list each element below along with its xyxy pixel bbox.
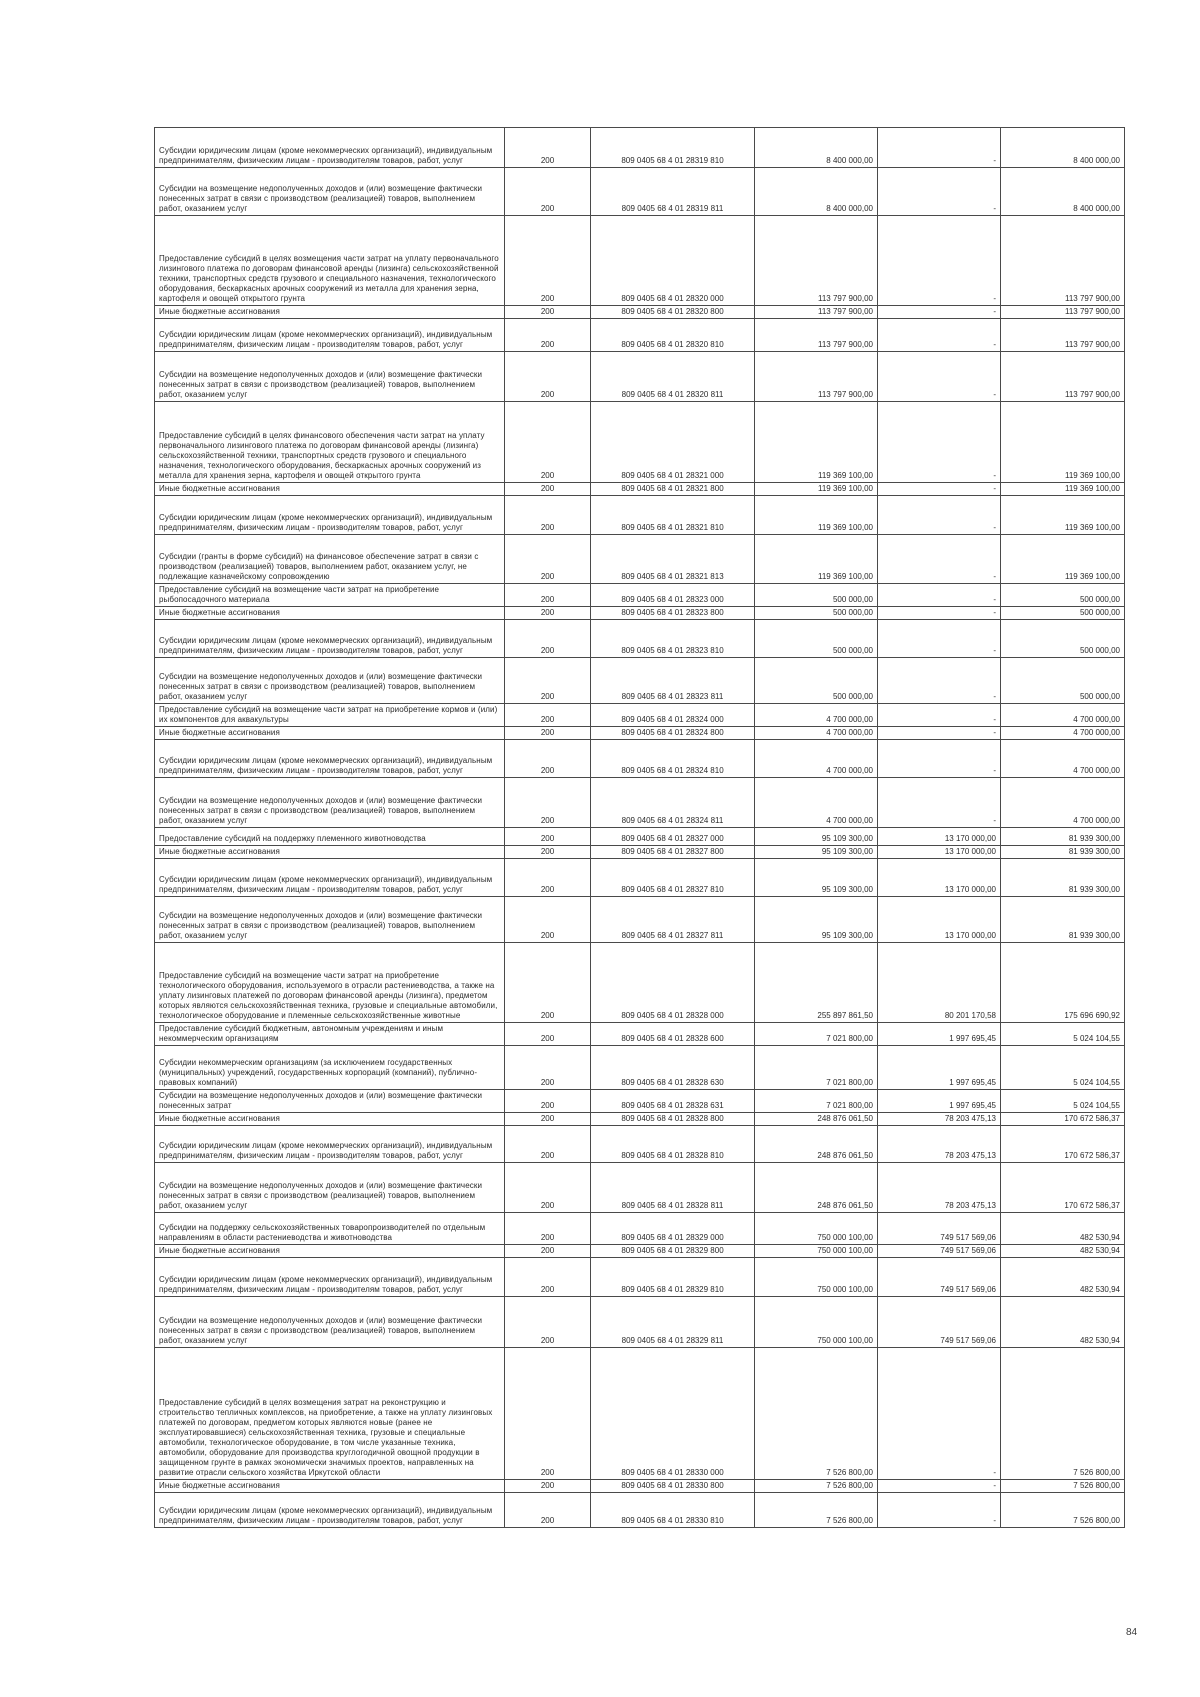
table-body: [155, 128, 1125, 1528]
table-row: [155, 496, 1125, 535]
budget-classification-code-cell: 809 0405 68 4 01 28327 800: [591, 846, 755, 859]
indicator-name-cell: Субсидии юридическим лицам (кроме некоммерческих организаций), индивидуальным предпринимателям, физическим лицам - производителям товаров, работ, услуг: [155, 1126, 505, 1163]
table-row: [155, 1245, 1125, 1258]
unexecuted-amount-cell: 119 369 100,00: [1001, 402, 1125, 483]
approved-amount-cell: 119 369 100,00: [755, 483, 878, 496]
unexecuted-amount-cell: 113 797 900,00: [1001, 352, 1125, 402]
line-code-cell: 200: [505, 859, 591, 897]
executed-amount-cell: 13 170 000,00: [878, 897, 1001, 943]
executed-amount-cell: 749 517 569,06: [878, 1297, 1001, 1348]
line-code-cell: 200: [505, 352, 591, 402]
budget-classification-code-cell: 809 0405 68 4 01 28321 800: [591, 483, 755, 496]
table-row: [155, 1258, 1125, 1297]
indicator-name-cell: Предоставление субсидий бюджетным, автономным учреждениям и иным некоммерческим организациям: [155, 1023, 505, 1046]
line-code-cell: 200: [505, 1046, 591, 1090]
indicator-name-cell: Субсидии на возмещение недополученных доходов и (или) возмещение фактически понесенных затрат в связи с производством (реализацией) товаров, выполнением работ, оказанием услуг: [155, 168, 505, 216]
unexecuted-amount-cell: 113 797 900,00: [1001, 306, 1125, 319]
budget-classification-code-cell: 809 0405 68 4 01 28329 800: [591, 1245, 755, 1258]
table-row: [155, 1126, 1125, 1163]
indicator-name-cell: Предоставление субсидий на поддержку племенного животноводства: [155, 828, 505, 846]
approved-amount-cell: 255 897 861,50: [755, 943, 878, 1023]
approved-amount-cell: 95 109 300,00: [755, 846, 878, 859]
unexecuted-amount-cell: 81 939 300,00: [1001, 859, 1125, 897]
line-code-cell: 200: [505, 1163, 591, 1213]
executed-amount-cell: -: [878, 306, 1001, 319]
line-code-cell: 200: [505, 306, 591, 319]
approved-amount-cell: 95 109 300,00: [755, 897, 878, 943]
budget-classification-code-cell: 809 0405 68 4 01 28321 000: [591, 402, 755, 483]
executed-amount-cell: 13 170 000,00: [878, 828, 1001, 846]
table-row: [155, 1493, 1125, 1528]
executed-amount-cell: -: [878, 535, 1001, 584]
unexecuted-amount-cell: 482 530,94: [1001, 1245, 1125, 1258]
indicator-name-cell: Предоставление субсидий на возмещение части затрат на приобретение рыбопосадочного материала: [155, 584, 505, 607]
approved-amount-cell: 500 000,00: [755, 620, 878, 658]
unexecuted-amount-cell: 482 530,94: [1001, 1213, 1125, 1245]
unexecuted-amount-cell: 170 672 586,37: [1001, 1163, 1125, 1213]
indicator-name-cell: Субсидии на возмещение недополученных доходов и (или) возмещение фактически понесенных затрат в связи с производством (реализацией) товаров, выполнением работ, оказанием услуг: [155, 1163, 505, 1213]
budget-classification-code-cell: 809 0405 68 4 01 28324 811: [591, 778, 755, 828]
line-code-cell: 200: [505, 778, 591, 828]
budget-classification-code-cell: 809 0405 68 4 01 28329 000: [591, 1213, 755, 1245]
indicator-name-cell: Субсидии на возмещение недополученных доходов и (или) возмещение фактически понесенных затрат в связи с производством (реализацией) товаров, выполнением работ, оказанием услуг: [155, 352, 505, 402]
unexecuted-amount-cell: 482 530,94: [1001, 1297, 1125, 1348]
unexecuted-amount-cell: 7 526 800,00: [1001, 1480, 1125, 1493]
line-code-cell: 200: [505, 128, 591, 168]
unexecuted-amount-cell: 500 000,00: [1001, 620, 1125, 658]
budget-classification-code-cell: 809 0405 68 4 01 28329 810: [591, 1258, 755, 1297]
line-code-cell: 200: [505, 1113, 591, 1126]
approved-amount-cell: 248 876 061,50: [755, 1163, 878, 1213]
line-code-cell: 200: [505, 727, 591, 740]
line-code-cell: 200: [505, 846, 591, 859]
unexecuted-amount-cell: 7 526 800,00: [1001, 1493, 1125, 1528]
table-row: [155, 897, 1125, 943]
budget-classification-code-cell: 809 0405 68 4 01 28327 000: [591, 828, 755, 846]
approved-amount-cell: 248 876 061,50: [755, 1126, 878, 1163]
executed-amount-cell: -: [878, 1348, 1001, 1480]
budget-classification-code-cell: 809 0405 68 4 01 28328 631: [591, 1090, 755, 1113]
budget-classification-code-cell: 809 0405 68 4 01 28324 810: [591, 740, 755, 778]
executed-amount-cell: 13 170 000,00: [878, 859, 1001, 897]
approved-amount-cell: 500 000,00: [755, 658, 878, 704]
indicator-name-cell: Субсидии на возмещение недополученных доходов и (или) возмещение фактически понесенных затрат в связи с производством (реализацией) товаров, выполнением работ, оказанием услуг: [155, 897, 505, 943]
table-row: [155, 740, 1125, 778]
indicator-name-cell: Предоставление субсидий на возмещение части затрат на приобретение технологического оборудования, используемого в отрасли растениеводства, а также на уплату лизинговых платежей по договорам финансовой аренды (лизинга), предметом которых являются сельскохозяйственная техника, грузовые и специальные автомобили, технологическое оборудование и племенные сельскохозяйственные животные: [155, 943, 505, 1023]
table-row: [155, 216, 1125, 306]
line-code-cell: 200: [505, 535, 591, 584]
indicator-name-cell: Иные бюджетные ассигнования: [155, 846, 505, 859]
indicator-name-cell: Субсидии некоммерческим организациям (за исключением государственных (муниципальных) учреждений, государственных корпораций (компаний), публично-правовых компаний): [155, 1046, 505, 1090]
executed-amount-cell: 749 517 569,06: [878, 1258, 1001, 1297]
approved-amount-cell: 7 021 800,00: [755, 1090, 878, 1113]
approved-amount-cell: 95 109 300,00: [755, 859, 878, 897]
executed-amount-cell: -: [878, 496, 1001, 535]
unexecuted-amount-cell: 170 672 586,37: [1001, 1113, 1125, 1126]
unexecuted-amount-cell: 175 696 690,92: [1001, 943, 1125, 1023]
unexecuted-amount-cell: 7 526 800,00: [1001, 1348, 1125, 1480]
indicator-name-cell: Иные бюджетные ассигнования: [155, 1245, 505, 1258]
budget-classification-code-cell: 809 0405 68 4 01 28328 811: [591, 1163, 755, 1213]
line-code-cell: 200: [505, 1297, 591, 1348]
line-code-cell: 200: [505, 620, 591, 658]
table-row: [155, 658, 1125, 704]
approved-amount-cell: 8 400 000,00: [755, 168, 878, 216]
table-row: [155, 828, 1125, 846]
approved-amount-cell: 7 526 800,00: [755, 1493, 878, 1528]
indicator-name-cell: Иные бюджетные ассигнования: [155, 1113, 505, 1126]
budget-classification-code-cell: 809 0405 68 4 01 28324 000: [591, 704, 755, 727]
indicator-name-cell: Предоставление субсидий в целях возмещения части затрат на уплату первоначального лизингового платежа по договорам финансовой аренды (лизинга) сельскохозяйственной техники, транспортных средств грузового и специального назначения, технологического оборудования, бескаркасных арочных сооружений из металла для хранения зерна, картофеля и овощей открытого грунта: [155, 216, 505, 306]
unexecuted-amount-cell: 8 400 000,00: [1001, 128, 1125, 168]
approved-amount-cell: 500 000,00: [755, 607, 878, 620]
table-row: [155, 1090, 1125, 1113]
line-code-cell: 200: [505, 897, 591, 943]
unexecuted-amount-cell: 81 939 300,00: [1001, 897, 1125, 943]
executed-amount-cell: -: [878, 402, 1001, 483]
budget-classification-code-cell: 809 0405 68 4 01 28328 000: [591, 943, 755, 1023]
budget-classification-code-cell: 809 0405 68 4 01 28319 810: [591, 128, 755, 168]
approved-amount-cell: 95 109 300,00: [755, 828, 878, 846]
table-row: [155, 535, 1125, 584]
line-code-cell: 200: [505, 1245, 591, 1258]
line-code-cell: 200: [505, 943, 591, 1023]
indicator-name-cell: Предоставление субсидий в целях возмещения затрат на реконструкцию и строительство тепличных комплексов, на приобретение, а также на уплату лизинговых платежей по договорам, предметом которых являются новые (ранее не эксплуатировавшиеся) сельскохозяйственная техника, грузовые и специальные автомобили, технологическое оборудование, в том числе указанные техника, автомобили, оборудование для производства круглогодичной овощной продукции в защищенном грунте в рамках экономически значимых проектов, направленных на развитие отрасли сельского хозяйства Иркутской области: [155, 1348, 505, 1480]
table-row: [155, 168, 1125, 216]
unexecuted-amount-cell: 170 672 586,37: [1001, 1126, 1125, 1163]
line-code-cell: 200: [505, 483, 591, 496]
budget-classification-code-cell: 809 0405 68 4 01 28319 811: [591, 168, 755, 216]
table-row: [155, 1163, 1125, 1213]
approved-amount-cell: 119 369 100,00: [755, 402, 878, 483]
budget-classification-code-cell: 809 0405 68 4 01 28320 811: [591, 352, 755, 402]
indicator-name-cell: Субсидии юридическим лицам (кроме некоммерческих организаций), индивидуальным предпринимателям, физическим лицам - производителям товаров, работ, услуг: [155, 740, 505, 778]
table-row: [155, 846, 1125, 859]
approved-amount-cell: 750 000 100,00: [755, 1258, 878, 1297]
executed-amount-cell: -: [878, 128, 1001, 168]
approved-amount-cell: 119 369 100,00: [755, 535, 878, 584]
approved-amount-cell: 113 797 900,00: [755, 216, 878, 306]
budget-classification-code-cell: 809 0405 68 4 01 28321 813: [591, 535, 755, 584]
line-code-cell: 200: [505, 216, 591, 306]
line-code-cell: 200: [505, 704, 591, 727]
approved-amount-cell: 8 400 000,00: [755, 128, 878, 168]
table-row: [155, 352, 1125, 402]
executed-amount-cell: 80 201 170,58: [878, 943, 1001, 1023]
budget-classification-code-cell: 809 0405 68 4 01 28330 810: [591, 1493, 755, 1528]
approved-amount-cell: 500 000,00: [755, 584, 878, 607]
unexecuted-amount-cell: 119 369 100,00: [1001, 483, 1125, 496]
indicator-name-cell: Субсидии юридическим лицам (кроме некоммерческих организаций), индивидуальным предпринимателям, физическим лицам - производителям товаров, работ, услуг: [155, 319, 505, 352]
line-code-cell: 200: [505, 319, 591, 352]
executed-amount-cell: -: [878, 584, 1001, 607]
executed-amount-cell: -: [878, 1480, 1001, 1493]
executed-amount-cell: -: [878, 620, 1001, 658]
line-code-cell: 200: [505, 828, 591, 846]
line-code-cell: 200: [505, 1480, 591, 1493]
approved-amount-cell: 113 797 900,00: [755, 319, 878, 352]
unexecuted-amount-cell: 119 369 100,00: [1001, 535, 1125, 584]
line-code-cell: 200: [505, 496, 591, 535]
executed-amount-cell: -: [878, 727, 1001, 740]
indicator-name-cell: Субсидии на возмещение недополученных доходов и (или) возмещение фактически понесенных затрат: [155, 1090, 505, 1113]
indicator-name-cell: Субсидии (гранты в форме субсидий) на финансовое обеспечение затрат в связи с производством (реализацией) товаров, выполнением работ, оказанием услуг, не подлежащие казначейскому сопровождению: [155, 535, 505, 584]
approved-amount-cell: 7 021 800,00: [755, 1046, 878, 1090]
line-code-cell: 200: [505, 584, 591, 607]
budget-classification-code-cell: 809 0405 68 4 01 28328 810: [591, 1126, 755, 1163]
budget-classification-code-cell: 809 0405 68 4 01 28330 000: [591, 1348, 755, 1480]
table-row: [155, 1046, 1125, 1090]
approved-amount-cell: 750 000 100,00: [755, 1213, 878, 1245]
line-code-cell: 200: [505, 740, 591, 778]
executed-amount-cell: 749 517 569,06: [878, 1245, 1001, 1258]
table-row: [155, 778, 1125, 828]
line-code-cell: 200: [505, 168, 591, 216]
budget-classification-code-cell: 809 0405 68 4 01 28327 810: [591, 859, 755, 897]
table-row: [155, 1213, 1125, 1245]
indicator-name-cell: Предоставление субсидий в целях финансового обеспечения части затрат на уплату первоначального лизингового платежа по договорам финансовой аренды (лизинга) сельскохозяйственной техники, транспортных средств грузового и специального назначения, технологического оборудования, бескаркасных арочных сооружений из металла для хранения зерна, картофеля и овощей открытого грунта: [155, 402, 505, 483]
unexecuted-amount-cell: 5 024 104,55: [1001, 1023, 1125, 1046]
table-row: [155, 1113, 1125, 1126]
report-table-area: [154, 127, 1120, 1528]
unexecuted-amount-cell: 4 700 000,00: [1001, 778, 1125, 828]
table-row: [155, 607, 1125, 620]
line-code-cell: 200: [505, 1258, 591, 1297]
unexecuted-amount-cell: 4 700 000,00: [1001, 727, 1125, 740]
approved-amount-cell: 113 797 900,00: [755, 352, 878, 402]
indicator-name-cell: Субсидии юридическим лицам (кроме некоммерческих организаций), индивидуальным предпринимателям, физическим лицам - производителям товаров, работ, услуг: [155, 128, 505, 168]
indicator-name-cell: Иные бюджетные ассигнования: [155, 483, 505, 496]
budget-classification-code-cell: 809 0405 68 4 01 28328 800: [591, 1113, 755, 1126]
table-row: [155, 727, 1125, 740]
indicator-name-cell: Субсидии на возмещение недополученных доходов и (или) возмещение фактически понесенных затрат в связи с производством (реализацией) товаров, выполнением работ, оказанием услуг: [155, 1297, 505, 1348]
indicator-name-cell: Предоставление субсидий на возмещение части затрат на приобретение кормов и (или) их компонентов для аквакультуры: [155, 704, 505, 727]
executed-amount-cell: -: [878, 168, 1001, 216]
budget-classification-code-cell: 809 0405 68 4 01 28320 800: [591, 306, 755, 319]
indicator-name-cell: Субсидии юридическим лицам (кроме некоммерческих организаций), индивидуальным предпринимателям, физическим лицам - производителям товаров, работ, услуг: [155, 1493, 505, 1528]
executed-amount-cell: -: [878, 658, 1001, 704]
executed-amount-cell: 1 997 695,45: [878, 1046, 1001, 1090]
budget-classification-code-cell: 809 0405 68 4 01 28320 000: [591, 216, 755, 306]
executed-amount-cell: -: [878, 704, 1001, 727]
indicator-name-cell: Субсидии юридическим лицам (кроме некоммерческих организаций), индивидуальным предпринимателям, физическим лицам - производителям товаров, работ, услуг: [155, 1258, 505, 1297]
unexecuted-amount-cell: 113 797 900,00: [1001, 216, 1125, 306]
indicator-name-cell: Иные бюджетные ассигнования: [155, 1480, 505, 1493]
line-code-cell: 200: [505, 1090, 591, 1113]
budget-execution-table: [154, 127, 1125, 1528]
indicator-name-cell: Субсидии на возмещение недополученных доходов и (или) возмещение фактически понесенных затрат в связи с производством (реализацией) товаров, выполнением работ, оказанием услуг: [155, 658, 505, 704]
budget-classification-code-cell: 809 0405 68 4 01 28323 810: [591, 620, 755, 658]
table-row: [155, 306, 1125, 319]
budget-classification-code-cell: 809 0405 68 4 01 28320 810: [591, 319, 755, 352]
unexecuted-amount-cell: 5 024 104,55: [1001, 1090, 1125, 1113]
table-row: [155, 704, 1125, 727]
approved-amount-cell: 4 700 000,00: [755, 727, 878, 740]
table-row: [155, 620, 1125, 658]
indicator-name-cell: Субсидии юридическим лицам (кроме некоммерческих организаций), индивидуальным предпринимателям, физическим лицам - производителям товаров, работ, услуг: [155, 620, 505, 658]
line-code-cell: 200: [505, 607, 591, 620]
approved-amount-cell: 7 526 800,00: [755, 1348, 878, 1480]
unexecuted-amount-cell: 500 000,00: [1001, 658, 1125, 704]
budget-classification-code-cell: 809 0405 68 4 01 28327 811: [591, 897, 755, 943]
executed-amount-cell: -: [878, 607, 1001, 620]
approved-amount-cell: 7 021 800,00: [755, 1023, 878, 1046]
approved-amount-cell: 113 797 900,00: [755, 306, 878, 319]
executed-amount-cell: 13 170 000,00: [878, 846, 1001, 859]
line-code-cell: 200: [505, 1348, 591, 1480]
table-row: [155, 1297, 1125, 1348]
indicator-name-cell: Иные бюджетные ассигнования: [155, 607, 505, 620]
executed-amount-cell: -: [878, 740, 1001, 778]
indicator-name-cell: Иные бюджетные ассигнования: [155, 306, 505, 319]
budget-classification-code-cell: 809 0405 68 4 01 28323 800: [591, 607, 755, 620]
budget-classification-code-cell: 809 0405 68 4 01 28324 800: [591, 727, 755, 740]
unexecuted-amount-cell: 500 000,00: [1001, 607, 1125, 620]
executed-amount-cell: -: [878, 216, 1001, 306]
indicator-name-cell: Субсидии на поддержку сельскохозяйственных товаропроизводителей по отдельным направлениям в области растениеводства и животноводства: [155, 1213, 505, 1245]
indicator-name-cell: Иные бюджетные ассигнования: [155, 727, 505, 740]
unexecuted-amount-cell: 4 700 000,00: [1001, 740, 1125, 778]
line-code-cell: 200: [505, 402, 591, 483]
budget-classification-code-cell: 809 0405 68 4 01 28330 800: [591, 1480, 755, 1493]
approved-amount-cell: 4 700 000,00: [755, 740, 878, 778]
table-row: [155, 1348, 1125, 1480]
executed-amount-cell: 749 517 569,06: [878, 1213, 1001, 1245]
unexecuted-amount-cell: 500 000,00: [1001, 584, 1125, 607]
table-row: [155, 584, 1125, 607]
indicator-name-cell: Субсидии юридическим лицам (кроме некоммерческих организаций), индивидуальным предпринимателям, физическим лицам - производителям товаров, работ, услуг: [155, 859, 505, 897]
executed-amount-cell: 78 203 475,13: [878, 1126, 1001, 1163]
table-row: [155, 319, 1125, 352]
indicator-name-cell: Субсидии на возмещение недополученных доходов и (или) возмещение фактически понесенных затрат в связи с производством (реализацией) товаров, выполнением работ, оказанием услуг: [155, 778, 505, 828]
approved-amount-cell: 4 700 000,00: [755, 704, 878, 727]
line-code-cell: 200: [505, 1213, 591, 1245]
table-row: [155, 943, 1125, 1023]
line-code-cell: 200: [505, 658, 591, 704]
approved-amount-cell: 750 000 100,00: [755, 1245, 878, 1258]
approved-amount-cell: 248 876 061,50: [755, 1113, 878, 1126]
unexecuted-amount-cell: 482 530,94: [1001, 1258, 1125, 1297]
page-number: 84: [1126, 1627, 1138, 1638]
budget-classification-code-cell: 809 0405 68 4 01 28323 811: [591, 658, 755, 704]
executed-amount-cell: -: [878, 483, 1001, 496]
line-code-cell: 200: [505, 1493, 591, 1528]
indicator-name-cell: Субсидии юридическим лицам (кроме некоммерческих организаций), индивидуальным предпринимателям, физическим лицам - производителям товаров, работ, услуг: [155, 496, 505, 535]
table-row: [155, 1023, 1125, 1046]
executed-amount-cell: -: [878, 1493, 1001, 1528]
table-row: [155, 1480, 1125, 1493]
executed-amount-cell: 1 997 695,45: [878, 1090, 1001, 1113]
table-row: [155, 402, 1125, 483]
executed-amount-cell: -: [878, 319, 1001, 352]
table-row: [155, 483, 1125, 496]
budget-classification-code-cell: 809 0405 68 4 01 28323 000: [591, 584, 755, 607]
approved-amount-cell: 7 526 800,00: [755, 1480, 878, 1493]
budget-classification-code-cell: 809 0405 68 4 01 28329 811: [591, 1297, 755, 1348]
budget-classification-code-cell: 809 0405 68 4 01 28321 810: [591, 496, 755, 535]
unexecuted-amount-cell: 8 400 000,00: [1001, 168, 1125, 216]
unexecuted-amount-cell: 5 024 104,55: [1001, 1046, 1125, 1090]
approved-amount-cell: 4 700 000,00: [755, 778, 878, 828]
table-row: [155, 859, 1125, 897]
executed-amount-cell: 1 997 695,45: [878, 1023, 1001, 1046]
executed-amount-cell: -: [878, 778, 1001, 828]
line-code-cell: 200: [505, 1023, 591, 1046]
unexecuted-amount-cell: 81 939 300,00: [1001, 828, 1125, 846]
unexecuted-amount-cell: 119 369 100,00: [1001, 496, 1125, 535]
approved-amount-cell: 119 369 100,00: [755, 496, 878, 535]
approved-amount-cell: 750 000 100,00: [755, 1297, 878, 1348]
executed-amount-cell: 78 203 475,13: [878, 1113, 1001, 1126]
unexecuted-amount-cell: 81 939 300,00: [1001, 846, 1125, 859]
unexecuted-amount-cell: 4 700 000,00: [1001, 704, 1125, 727]
executed-amount-cell: 78 203 475,13: [878, 1163, 1001, 1213]
budget-classification-code-cell: 809 0405 68 4 01 28328 630: [591, 1046, 755, 1090]
executed-amount-cell: -: [878, 352, 1001, 402]
line-code-cell: 200: [505, 1126, 591, 1163]
table-row: [155, 128, 1125, 168]
unexecuted-amount-cell: 113 797 900,00: [1001, 319, 1125, 352]
budget-classification-code-cell: 809 0405 68 4 01 28328 600: [591, 1023, 755, 1046]
